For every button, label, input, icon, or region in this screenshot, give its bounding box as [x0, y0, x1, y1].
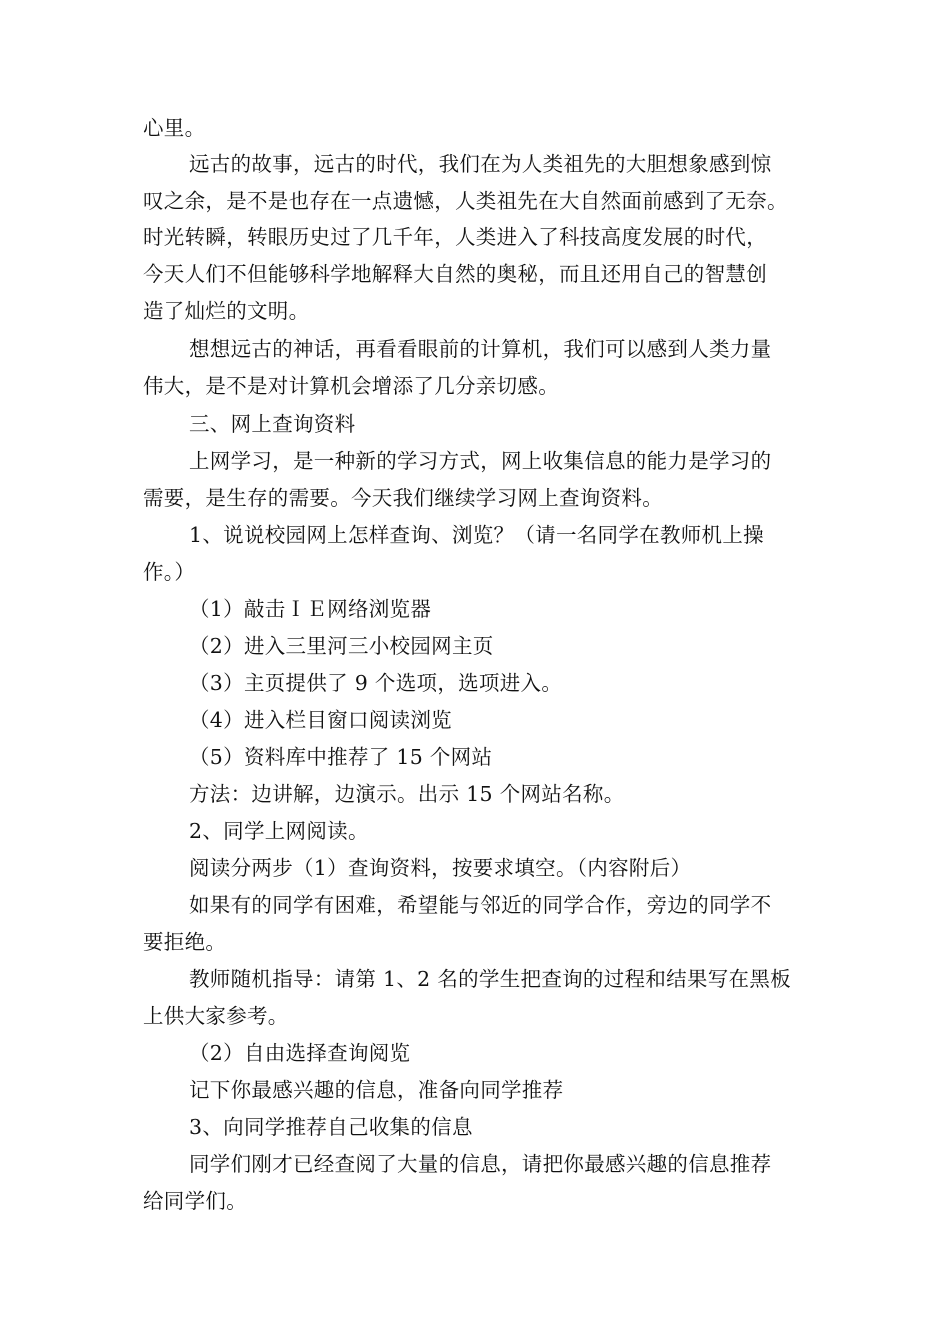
text-line: 远古的故事，远古的时代，我们在为人类祖先的大胆想象感到惊: [189, 152, 772, 176]
text-line: 今天人们不但能够科学地解释大自然的奥秘，而且还用自己的智慧创: [143, 262, 767, 286]
text-line: 1、说说校园网上怎样查询、浏览？（请一名同学在教师机上操: [189, 523, 764, 547]
text-line: 记下你最感兴趣的信息，准备向同学推荐: [189, 1078, 564, 1102]
text-line: 阅读分两步（1）查询资料，按要求填空。（内容附后）: [189, 856, 692, 880]
list-item: （2）进入三里河三小校园网主页: [189, 634, 494, 658]
section-heading: 三、网上查询资料: [189, 412, 356, 436]
text-line: 上供大家参考。: [143, 1004, 289, 1028]
text-line: 作。）: [143, 560, 196, 584]
text-line: 心里。: [143, 116, 206, 140]
text-line: 3、向同学推荐自己收集的信息: [189, 1115, 473, 1139]
text-line: 同学们刚才已经查阅了大量的信息，请把你最感兴趣的信息推荐: [189, 1152, 772, 1176]
list-item: （1）敲击ＩＥ网络浏览器: [189, 597, 432, 621]
text-line: 如果有的同学有困难，希望能与邻近的同学合作，旁边的同学不: [189, 893, 772, 917]
text-line: 要拒绝。: [143, 930, 227, 954]
text-line: 2、同学上网阅读。: [189, 819, 369, 843]
list-item: （5）资料库中推荐了 15 个网站: [189, 745, 493, 769]
list-item: （2）自由选择查询阅览: [189, 1041, 411, 1065]
text-line: 给同学们。: [143, 1189, 247, 1213]
text-line: 伟大，是不是对计算机会增添了几分亲切感。: [143, 374, 559, 398]
text-line: 造了灿烂的文明。: [143, 299, 310, 323]
list-item: （4）进入栏目窗口阅读浏览: [189, 708, 452, 732]
text-line: 叹之余，是不是也存在一点遗憾，人类祖先在大自然面前感到了无奈。: [143, 189, 788, 213]
text-line: 教师随机指导：请第 1、2 名的学生把查询的过程和结果写在黑板: [189, 967, 791, 991]
text-line: 想想远古的神话，再看看眼前的计算机，我们可以感到人类力量: [189, 337, 772, 361]
text-line: 需要，是生存的需要。今天我们继续学习网上查询资料。: [143, 486, 663, 510]
text-line: 上网学习，是一种新的学习方式，网上收集信息的能力是学习的: [189, 449, 772, 473]
text-line: 时光转瞬，转眼历史过了几千年，人类进入了科技高度发展的时代，: [143, 225, 767, 249]
text-line: 方法：边讲解，边演示。出示 15 个网站名称。: [189, 782, 625, 806]
list-item: （3）主页提供了 9 个选项，选项进入。: [189, 671, 563, 695]
